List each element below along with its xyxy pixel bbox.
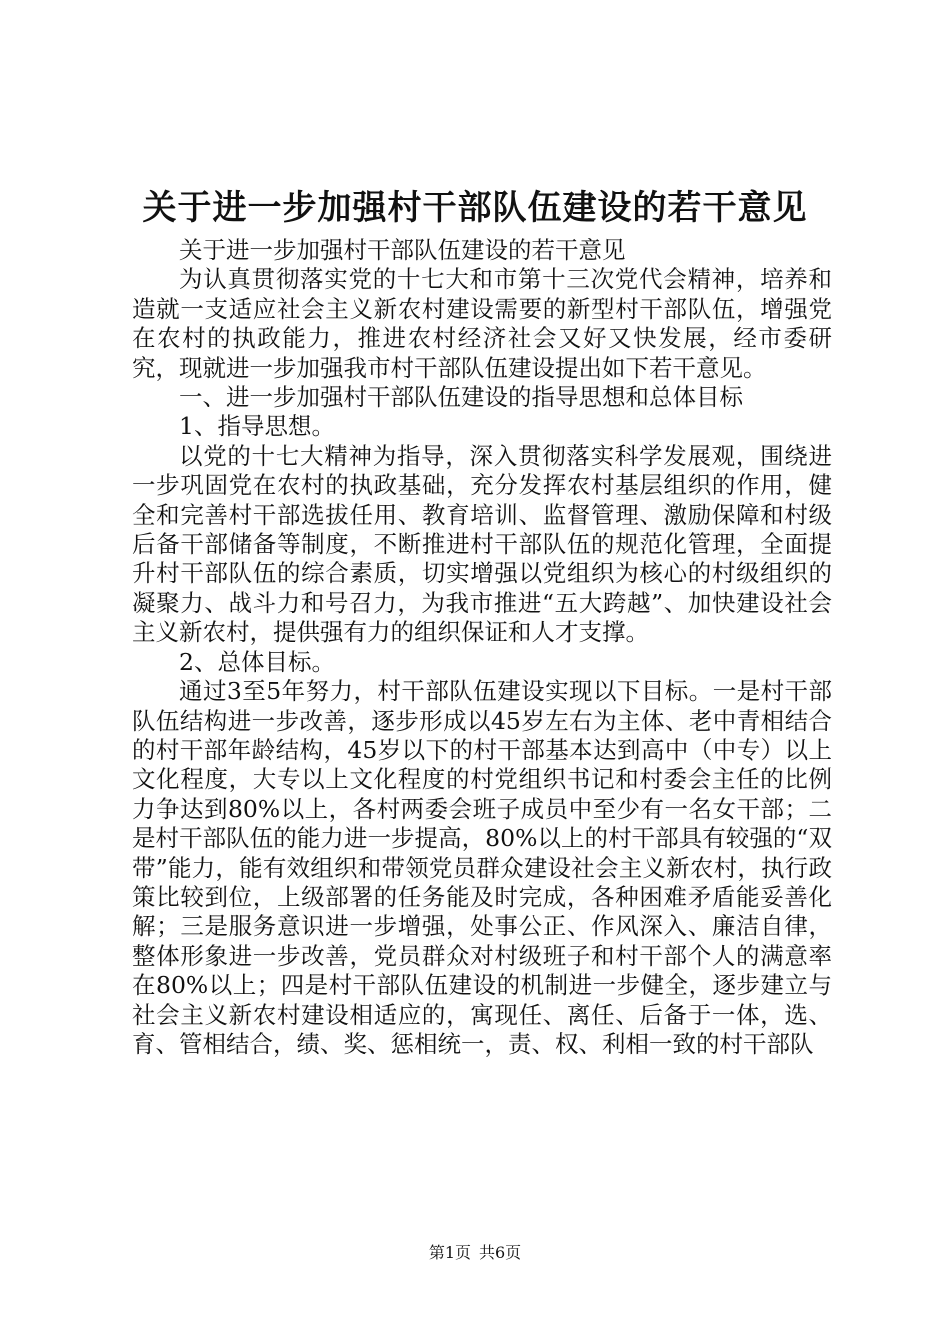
page-footer xyxy=(0,1243,950,1263)
paragraph-guiding-ideology: 以党的十七大精神为指导，深入贯彻落实科学发展观，围绕进一步巩固党在农村的执政基础，充分发挥农村基层组织的作用，健全和完善村干部选拔任用、教育培训、监督管理、激励保障和村级后备干部储备等制度，不断推进村干部队伍的规范化管理，全面提升村干部队伍的综合素质，切实增强以党组织为核心的村级组织的凝聚力、战斗力和号召力，为我市推进“五大跨越”、加快建设社会主义新农村，提供强有力的组织保证和人才支撑。 xyxy=(132,441,832,647)
page-total: 共6页 xyxy=(479,1243,522,1262)
subsection-heading-guiding-ideology: 1、指导思想。 xyxy=(179,412,335,441)
section-heading-1: 一、进一步加强村干部队伍建设的指导思想和总体目标 xyxy=(179,383,743,412)
paragraph-intro: 为认真贯彻落实党的十七大和市第十三次党代会精神，培养和造就一支适应社会主义新农村建设需要的新型村干部队伍，增强党在农村的执政能力，推进农村经济社会又好又快发展，经市委研究，现就进一步加强我市村干部队伍建设提出如下若干意见。 xyxy=(132,265,832,382)
document-title: 关于进一步加强村干部队伍建设的若干意见 xyxy=(142,188,808,228)
paragraph-subtitle: 关于进一步加强村干部队伍建设的若干意见 xyxy=(179,236,626,264)
document-body xyxy=(132,236,832,1059)
page-number: 第1页 xyxy=(428,1243,471,1262)
subsection-heading-overall-goals: 2、总体目标。 xyxy=(179,647,335,676)
paragraph-overall-goals: 通过3至5年努力，村干部队伍建设实现以下目标。一是村干部队伍结构进一步改善，逐步形成以45岁左右为主体、老中青相结合的村干部年龄结构，45岁以下的村干部基本达到高中（中专）以上文化程度，大专以上文化程度的村党组织书记和村委会主任的比例力争达到80%以上，各村两委会班子成员中至少有一名女干部；二是村干部队伍的能力进一步提高，80%以上的村干部具有较强的“双带”能力，能有效组织和带领党员群众建设社会主义新农村，执行政策比较到位，上级部署的任务能及时完成，各种困难矛盾能妥善化解；三是服务意识进一步增强，处事公正、作风深入、廉洁自律，整体形象进一步改善，党员群众对村级班子和村干部个人的满意率在80%以上；四是村干部队伍建设的机制进一步健全，逐步建立与社会主义新农村建设相适应的，寓现任、离任、后备于一体，选、育、管相结合，绩、奖、惩相统一，责、权、利相一致的村干部队 xyxy=(132,677,832,1058)
